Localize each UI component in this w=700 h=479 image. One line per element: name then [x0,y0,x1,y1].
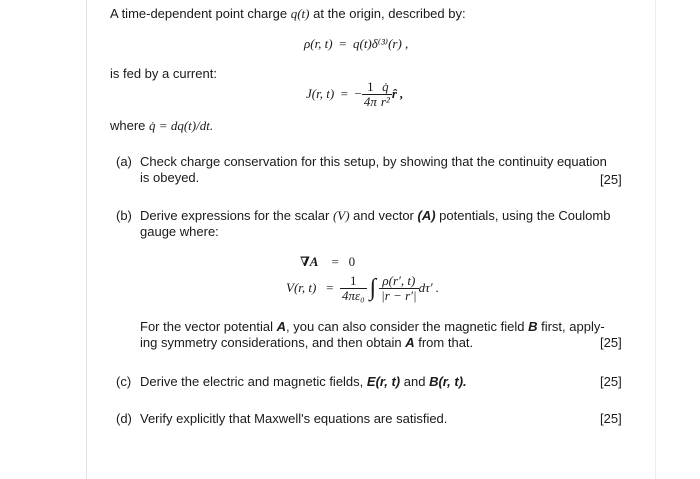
eq-rho-lhs: ρ(r, t) [304,36,333,51]
part-b-para2-pre: ing symmetry considerations, and then obtain [140,335,402,350]
eq-j-equals: = [340,86,349,101]
part-d-label: (d) [116,411,132,426]
part-b-line1-v: (V) [332,208,350,223]
part-b-para1-a: A [276,319,286,334]
part-b-eq-gauge-rhs: 0 [348,254,356,269]
eq-j-frac2 [379,80,392,109]
part-b-label: (b) [116,208,132,223]
part-c-marks: [25] [600,374,622,389]
part-b-para2-post: from that. [418,335,474,350]
part-b-eq-potential-equals: = [326,280,334,295]
part-b-marks: [25] [600,335,622,350]
intro-suffix: at the origin, described by: [313,6,466,21]
part-b-eq-potential-den: 4πε₀ [341,287,365,303]
part-b-para2-a: A [405,335,415,350]
eq-rho-rhs: q(t)δ⁽³⁾(r) , [352,36,409,51]
part-b-eq-integrand-den: |r − r′| [381,287,417,303]
part-b-para1-pre: For the vector potential [140,319,273,334]
part-b-eq-potential-num: 1 [340,274,367,289]
eq-j-frac1-den: 4π [363,93,377,109]
part-b-para1-b: B [528,319,538,334]
part-b-eq-potential [286,270,439,306]
part-b-eq-integrand-num: ρ(r′, t) [379,274,418,289]
intro-text: A time-dependent point charge [110,6,288,21]
part-b-para1-mid: , you can also consider the magnetic field [285,319,525,334]
eq-j-frac1 [362,80,379,109]
equation-j [306,76,403,112]
intro-line [110,6,466,22]
part-c-line [140,374,467,390]
part-c-text: Derive the electric and magnetic fields, [140,374,364,389]
left-page-border [86,0,87,479]
part-a-line1: Check charge conservation for this setup, by showing that the continuity equation [140,154,607,169]
part-b-line1-post: potentials, using the Coulomb [439,208,611,223]
part-c-and: and [403,374,426,389]
where-prefix: where [110,118,146,133]
part-d-marks: [25] [600,411,622,426]
part-b-eq-gauge [300,254,355,270]
where-math: q̇ = dq(t)/dt. [149,118,214,133]
part-b-eq-integrand-frac [379,274,418,303]
part-a-line2: is obeyed. [140,170,200,185]
eq-j-frac2-num: q̇ [379,80,392,95]
part-b-para2 [140,335,473,351]
part-b-eq-potential-tail: dτ′ . [418,280,440,295]
eq-rho-equals: = [339,36,347,51]
current-text: is fed by a current: [110,66,217,81]
where-line [110,118,213,134]
part-a-marks: [25] [600,172,622,187]
part-c-field-b: B(r, t). [429,374,467,389]
part-b-eq-potential-lhs: V(r, t) [286,280,317,295]
right-page-border [655,0,656,479]
part-b-para1-post: first, apply- [541,319,605,334]
part-b-line1-a: (A) [417,208,436,223]
part-b-eq-potential-frac [340,274,367,303]
part-c-field-e: E(r, t) [366,374,401,389]
eq-j-tail: r̂ , [391,86,404,101]
eq-j-frac2-den: r² [380,93,390,109]
part-b-line1-pre: Derive expressions for the scalar [140,208,330,223]
part-b-para1 [140,319,605,335]
eq-j-lhs: J(r, t) [306,86,335,101]
part-b-eq-gauge-lhs: ∇A [300,254,319,269]
eq-j-minus: − [354,86,362,101]
part-b-line1 [140,208,610,224]
eq-j-frac1-num: 1 [362,80,379,95]
intro-math-q: q(t) [290,6,310,21]
part-d-text: Verify explicitly that Maxwell's equations are satisfied. [140,411,448,426]
part-c-label: (c) [116,374,132,389]
part-a-label: (a) [116,154,132,169]
part-b-line2: gauge where: [140,224,219,239]
part-b-line1-mid: and vector [353,208,414,223]
integral-sign: ∫ [369,274,377,301]
part-b-eq-gauge-equals: = [331,254,339,269]
equation-rho [304,36,408,52]
